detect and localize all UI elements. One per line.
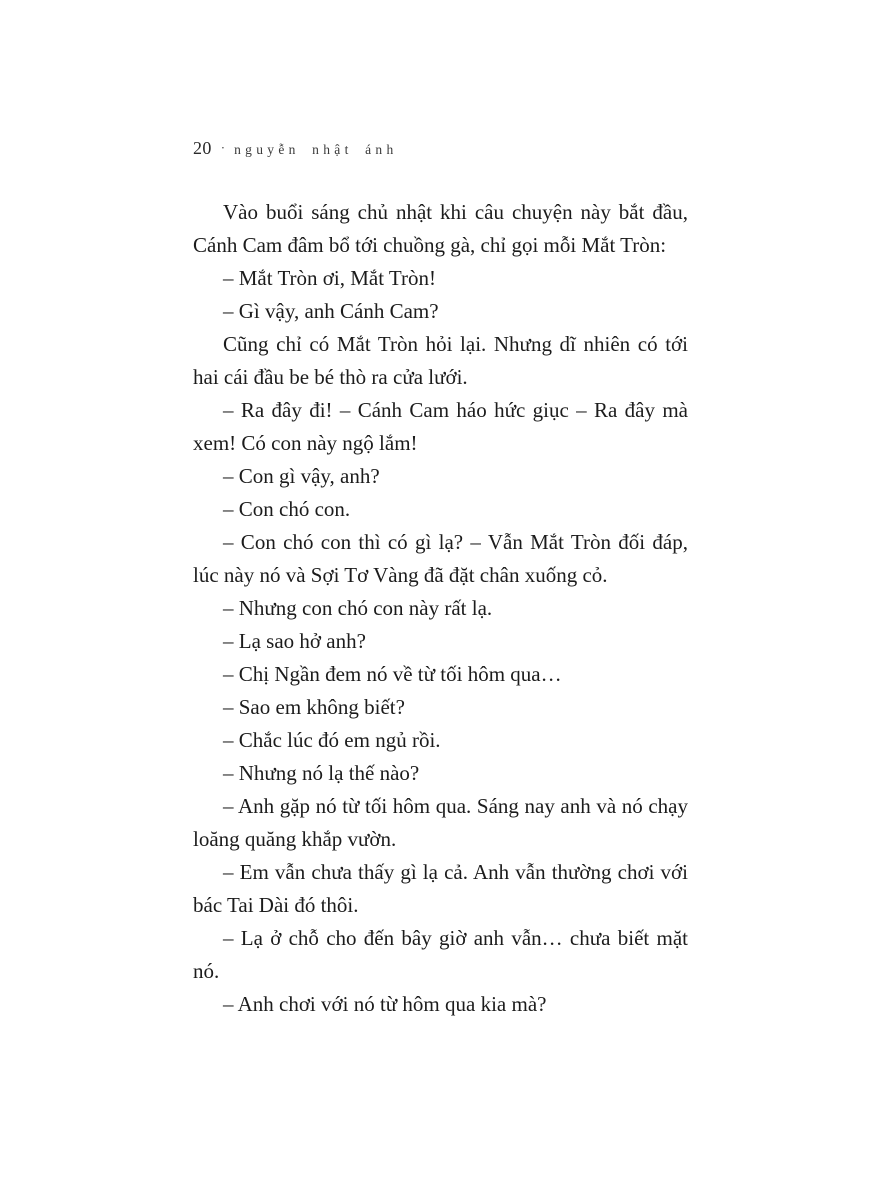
paragraph: – Con chó con thì có gì lạ? – Vẫn Mắt Tròn đối đáp, lúc này nó và Sợi Tơ Vàng đã đặt chân xuống cỏ. — [193, 530, 688, 587]
paragraph: – Con chó con. — [223, 497, 351, 521]
paragraph: – Chị Ngần đem nó về từ tối hôm qua… — [223, 662, 562, 686]
running-header — [193, 138, 688, 159]
author-name: nguyễn nhật ánh — [234, 142, 398, 157]
paragraph: – Lạ sao hở anh? — [223, 629, 366, 653]
paragraph: – Anh chơi với nó từ hôm qua kia mà? — [223, 992, 547, 1016]
paragraph: – Sao em không biết? — [223, 695, 405, 719]
header-separator-dot: · — [220, 140, 226, 155]
paragraph: – Nhưng con chó con này rất lạ. — [223, 596, 493, 620]
paragraph: – Ra đây đi! – Cánh Cam háo hức giục – Ra đây mà xem! Có con này ngộ lắm! — [193, 398, 688, 455]
paragraph: – Gì vậy, anh Cánh Cam? — [223, 299, 439, 323]
paragraph: – Anh gặp nó từ tối hôm qua. Sáng nay anh và nó chạy loăng quăng khắp vườn. — [193, 794, 688, 851]
paragraph: – Con gì vậy, anh? — [223, 464, 380, 488]
body-text — [193, 196, 688, 1021]
paragraph: – Nhưng nó lạ thế nào? — [223, 761, 420, 785]
paragraph: – Em vẫn chưa thấy gì lạ cả. Anh vẫn thường chơi với bác Tai Dài đó thôi. — [193, 860, 688, 917]
page-number: 20 — [193, 138, 212, 158]
paragraph: – Mắt Tròn ơi, Mắt Tròn! — [223, 266, 436, 290]
paragraph: – Chắc lúc đó em ngủ rồi. — [223, 728, 441, 752]
page-content — [193, 138, 688, 1021]
paragraph: – Lạ ở chỗ cho đến bây giờ anh vẫn… chưa biết mặt nó. — [193, 926, 688, 983]
paragraph: Vào buổi sáng chủ nhật khi câu chuyện này bắt đầu, Cánh Cam đâm bổ tới chuồng gà, chỉ gọi mỗi Mắt Tròn: — [193, 200, 688, 257]
paragraph: Cũng chỉ có Mắt Tròn hỏi lại. Nhưng dĩ nhiên có tới hai cái đầu be bé thò ra cửa lưới. — [193, 332, 688, 389]
